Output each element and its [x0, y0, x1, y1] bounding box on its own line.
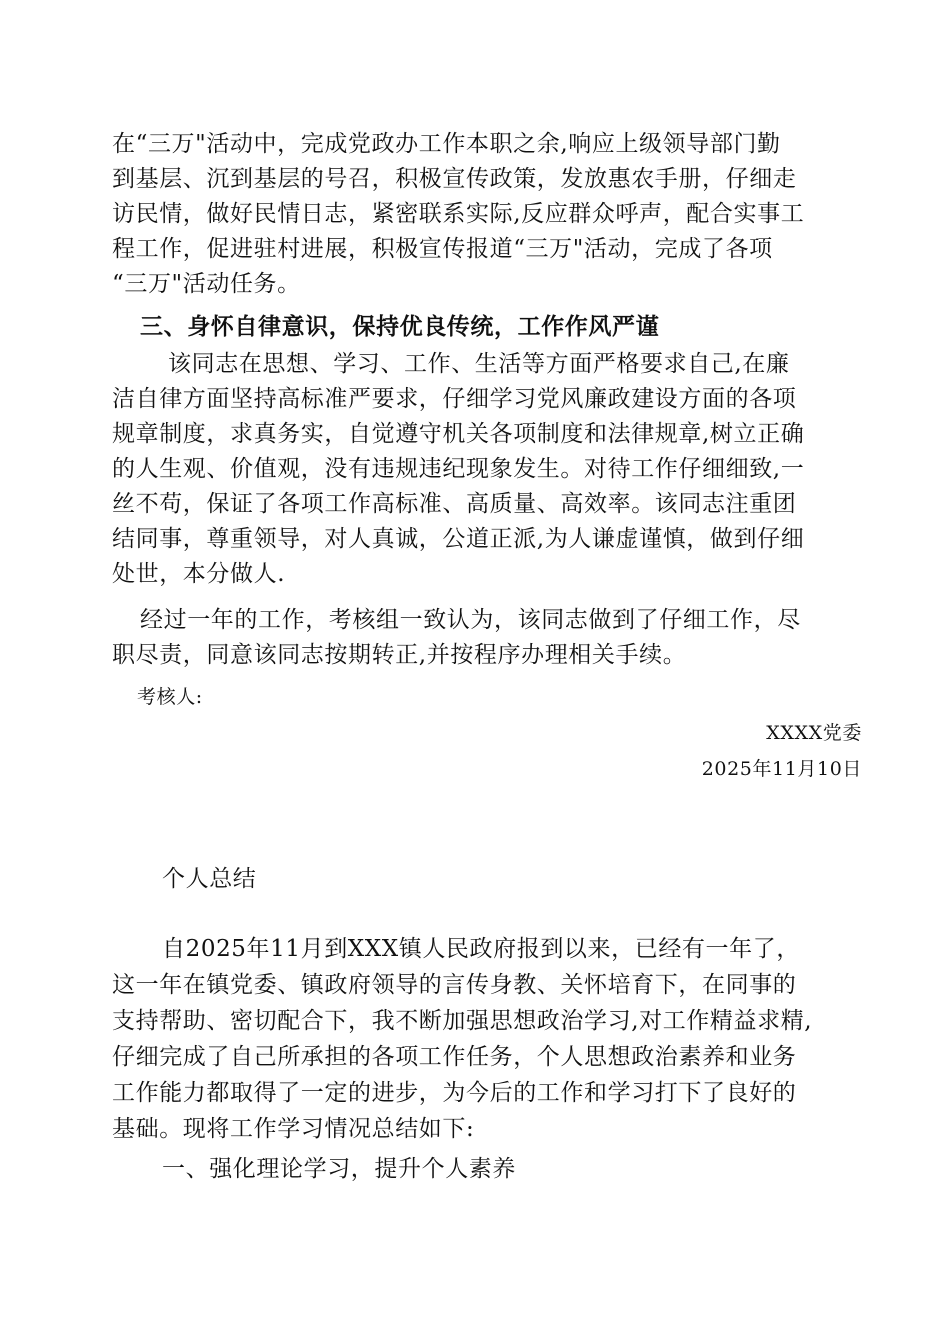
paragraph-line: 经过一年的工作，考核组一致认为，该同志做到了仔细工作，尽: [140, 607, 801, 633]
paragraph-line: 访民情，做好民情日志，紧密联系实际,反应群众呼声，配合实事工: [112, 201, 805, 227]
paragraph-line: 到基层、沉到基层的号召，积极宣传政策，发放惠农手册，仔细走: [112, 166, 797, 192]
paragraph-line: 的人生观、价值观，没有违规违纪现象发生。对待工作仔细细致,一: [112, 456, 805, 482]
paragraph-line: 这一年在镇党委、镇政府领导的言传身教、关怀培育下，在同事的: [112, 972, 797, 998]
paragraph-line: 该同志在思想、学习、工作、生活等方面严格要求自己,在廉: [168, 351, 790, 377]
paragraph-line: 在“三万"活动中，完成党政办工作本职之余,响应上级领导部门勤: [112, 131, 781, 157]
paragraph-line: 职尽责，同意该同志按期转正,并按程序办理相关手续。: [112, 642, 687, 668]
paragraph-line: 规章制度，求真务实，自觉遵守机关各项制度和法律规章,树立正确: [112, 421, 805, 447]
paragraph-line: 洁自律方面坚持高标准严要求，仔细学习党风廉政建设方面的各项: [112, 386, 797, 412]
organization-signature: XXXX党委: [766, 722, 862, 744]
paragraph-line: 基础。现将工作学习情况总结如下:: [112, 1116, 475, 1142]
paragraph-line: 工作能力都取得了一定的进步，为今后的工作和学习打下了良好的: [112, 1080, 797, 1106]
paragraph-line: 支持帮助、密切配合下，我不断加强思想政治学习,对工作精益求精,: [112, 1008, 813, 1034]
document-title: 个人总结: [162, 866, 257, 892]
paragraph-line: 处世，本分做人.: [112, 561, 286, 587]
signature-date: 2025年11月10日: [701, 758, 862, 780]
paragraph-line: 丝不苟，保证了各项工作高标准、高质量、高效率。该同志注重团: [112, 491, 797, 517]
section-heading: 三、身怀自律意识，保持优良传统，工作作风严谨: [140, 314, 660, 340]
paragraph-line: 自2025年11月到XXX镇人民政府报到以来，已经有一年了，: [162, 936, 800, 962]
reviewer-label: 考核人:: [137, 686, 203, 708]
section-heading: 一、强化理论学习，提升个人素养: [162, 1156, 516, 1182]
paragraph-line: 结同事，尊重领导，对人真诚，公道正派,为人谦虚谨慎，做到仔细: [112, 526, 805, 552]
paragraph-line: “三万"活动任务。: [112, 271, 301, 297]
paragraph-line: 仔细完成了自己所承担的各项工作任务，个人思想政治素养和业务: [112, 1044, 797, 1070]
paragraph-line: 程工作，促进驻村进展，积极宣传报道“三万"活动，完成了各项: [112, 236, 773, 262]
